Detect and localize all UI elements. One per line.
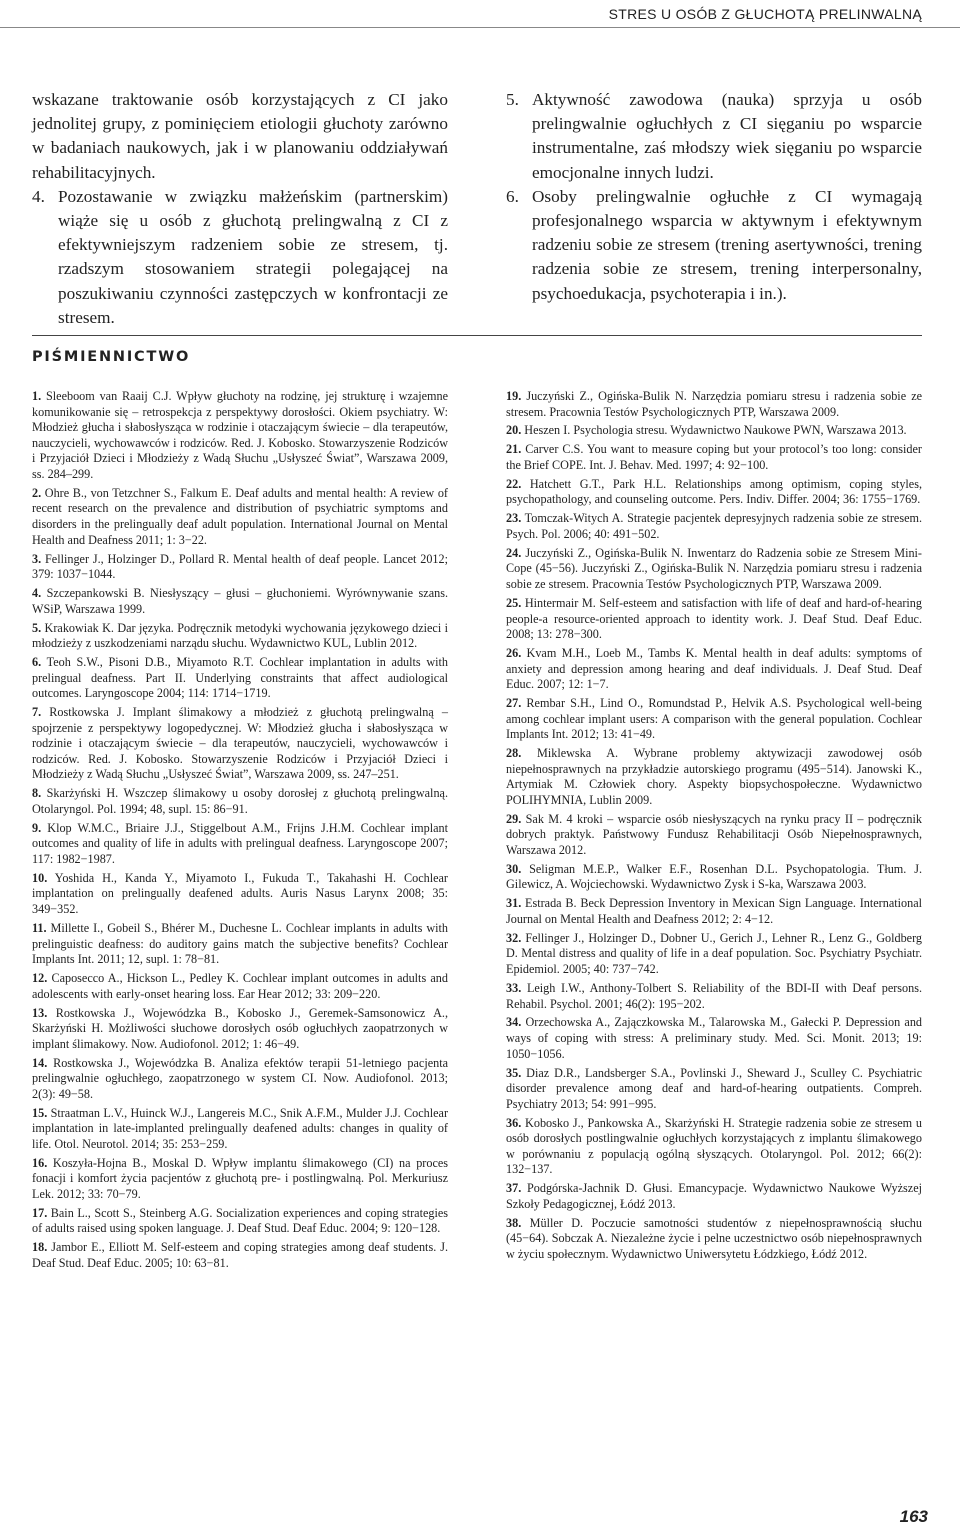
reference-item — [32, 871, 448, 918]
reference-item — [506, 896, 922, 927]
conclusion-text: Pozostawanie w związku małżeńskim (partnerskim) wiąże się u osób z głuchotą prelingwalną z CI z efektywniejszym radzeniem sobie ze stresem, tj. rzadszym stosowaniem strategii polegającej na poszukiwaniu czynności zastępczych w konfrontacji ze stresem. — [58, 186, 448, 327]
reference-number: 31. — [506, 896, 522, 911]
reference-number: 4. — [32, 586, 42, 601]
reference-item — [506, 1181, 922, 1212]
conclusion-number: 5. — [506, 90, 519, 109]
reference-text: Fellinger J., Holzinger D., Pollard R. Mental health of deaf people. Lancet 2012; 379: 1037−1044. — [32, 551, 449, 582]
reference-item — [32, 921, 448, 968]
reference-item — [506, 1216, 922, 1263]
reference-item — [32, 786, 448, 817]
reference-text: Podgórska-Jachnik D. Głusi. Emancypacje. Wydawnictwo Naukowe Wyższej Szkoły Pedagogicznej, Łódź 2013. — [506, 1181, 923, 1211]
reference-number: 23. — [506, 511, 522, 526]
reference-text: Fellinger J., Holzinger D., Dobner U., Gerich J., Lehner R., Lenz G., Goldberg D. Mental distress and quality of life in a deaf population. Soc. Psychiatry Psychiatr. Epidemiol. 2005; 40: 737−742. — [506, 930, 923, 977]
reference-item — [506, 646, 922, 693]
reference-item — [32, 1056, 448, 1103]
reference-item — [506, 596, 922, 643]
reference-text: Tomczak-Witych A. Strategie pacjentek depresyjnych radzenia sobie ze stresem. Psych. Pol. 2006; 40: 491−502. — [506, 511, 923, 541]
reference-number: 32. — [506, 930, 522, 945]
reference-item — [32, 1006, 448, 1053]
reference-number: 19. — [506, 389, 522, 403]
body-column-left — [32, 88, 448, 330]
reference-item — [506, 1066, 922, 1113]
reference-item — [32, 1206, 448, 1237]
reference-text: Ohre B., von Tetzchner S., Falkum E. Deaf adults and mental health: A review of recent research on the prevalence and distribution of psychiatric symptoms and disorders in the prelingually deaf adult population. International Journal on Mental Health and Deafness 2011; 1: 3−22. — [32, 485, 448, 547]
running-head-text: STRES U OSÓB Z GŁUCHOTĄ PRELINWALNĄ — [608, 6, 922, 22]
reference-number: 29. — [506, 811, 522, 826]
references-section — [32, 389, 922, 1275]
reference-item — [32, 552, 448, 583]
reference-number: 37. — [506, 1181, 522, 1196]
reference-number: 15. — [32, 1105, 48, 1120]
reference-item — [32, 821, 448, 868]
reference-item — [32, 389, 448, 483]
reference-number: 28. — [506, 746, 522, 761]
reference-number: 33. — [506, 980, 522, 995]
reference-item — [506, 981, 922, 1012]
reference-text: Krakowiak K. Dar języka. Podręcznik metodyki wychowania językowego dzieci i młodzieży z uszkodzeniami narządu słuchu. Wydawnictwo KUL, Lublin 2012. — [32, 620, 449, 651]
reference-text: Hatchett G.T., Park H.L. Relationships among optimism, coping styles, psychopathology, and counseling outcome. Pers. Indiv. Differ. 2004; 36: 1755−1769. — [506, 476, 922, 507]
reference-text: Yoshida H., Kanda Y., Miyamoto I., Fukuda T., Takahashi H. Cochlear implantation on prelingually deafened adults. Auris Nasus Larynx 2008; 35: 349−352. — [32, 870, 448, 917]
references-column-left — [32, 389, 448, 1275]
reference-item — [32, 486, 448, 548]
conclusion-number: 4. — [32, 186, 45, 206]
reference-text: Skarżyński H. Wszczep ślimakowy u osoby dorosłej z głuchotą prelingwalną. Otolaryngol. Pol. 1994; 48, supl. 15: 86−91. — [32, 786, 448, 816]
references-column-right — [506, 389, 922, 1275]
conclusion-item-5 — [506, 88, 922, 185]
reference-number: 13. — [32, 1005, 48, 1020]
reference-number: 14. — [32, 1055, 48, 1070]
reference-number: 8. — [32, 786, 42, 801]
reference-item — [506, 1015, 922, 1062]
reference-item — [506, 477, 922, 508]
reference-number: 27. — [506, 696, 522, 711]
reference-text: Leigh I.W., Anthony-Tolbert S. Reliability of the BDI-II with Deaf persons. Rehabil. Psychol. 2001; 46(2): 195−202. — [506, 980, 923, 1011]
reference-text: Kobosko J., Pankowska A., Skarżyński H. Strategie radzenia sobie ze stresem u osób dorosłych postlingwalnie ogłuchłych korzystających z implantu ślimakowego w porównaniu z populacją ogólną słyszących. Otolaryngol. Pol. 2012; 66(2): 132−137. — [506, 1115, 922, 1177]
reference-item — [32, 655, 448, 702]
reference-number: 1. — [32, 389, 42, 403]
reference-item — [506, 862, 922, 893]
reference-text: Szczepankowski B. Niesłyszący – głusi – głuchoniemi. Wyrównywanie szans. WSiP, Warszawa 1999. — [32, 586, 449, 616]
reference-text: Bain L., Scott S., Steinberg A.G. Socialization experiences and coping strategies of adults raised using spoken language. J. Deaf Stud. Deaf Educ. 2004; 9: 120−128. — [32, 1205, 448, 1236]
reference-text: Straatman L.V., Huinck W.J., Langereis M.C., Snik A.F.M., Mulder J.J. Cochlear implantation in late-implanted prelingually deafened adults: changes in quality of life. Otol. Neurotol. 2014; 35: 253−259. — [32, 1105, 448, 1151]
reference-number: 10. — [32, 870, 48, 885]
reference-number: 24. — [506, 545, 522, 560]
reference-number: 30. — [506, 861, 522, 876]
running-head-rule — [0, 27, 960, 28]
reference-text: Rostkowska J. Implant ślimakowy a młodzież z głuchotą prelingwalną – spojrzenie z perspektywy logopedycznej. W: Młodzież głucha i słabosłysząca w rodzinie i otaczającym świecie – dla terapeutów, nauczycieli, wychowawców i rodziców. Red. J. Kobosko. Stowarzyszenie Rodziców i Przyjaciół Dzieci i Młodzieży z Wadą Słuchu „Usłyszeć Świat”, Warszawa 2009, ss. 247–251. — [32, 705, 448, 782]
reference-text: Sleeboom van Raaij C.J. Wpływ głuchoty na rodzinę, jej strukturę i wzajemne komunikowanie się – retrospekcja z perspektywy dorosłości. Okiem psychiatry. W: Młodzież głucha i słabosłysząca w rodzinie i otaczającym świecie – dla terapeutów, nauczycieli, wychowawców i rodziców. Red. J. Kobosko. Stowarzyszenie Rodziców i Przyjaciół Dzieci i Młodzieży z Wadą Słuchu „Usłyszeć Świat”, Warszawa 2009, ss. 284–299. — [32, 389, 449, 481]
reference-text: Rembar S.H., Lind O., Romundstad P., Helvik A.S. Psychological well-being among cochlear implant users: A comparison with the general population. Cochlear Implants Int. 2012; 13: 41−49. — [506, 696, 923, 742]
reference-item — [32, 586, 448, 617]
reference-number: 36. — [506, 1115, 522, 1130]
conclusion-item-4 — [32, 185, 448, 330]
reference-number: 11. — [32, 920, 47, 935]
reference-item — [506, 812, 922, 859]
reference-number: 21. — [506, 442, 522, 457]
reference-number: 12. — [32, 971, 48, 986]
reference-text: Orzechowska A., Zajączkowska M., Talarowska M., Gałecki P. Depression and ways of coping with stress: A preliminary study. Med. Sci. Monit. 2013; 19: 1050−1056. — [506, 1015, 923, 1061]
section-divider — [32, 335, 922, 336]
reference-item — [506, 696, 922, 743]
reference-text: Juczyński Z., Ogińska-Bulik N. Inwentarz do Radzenia sobie ze Stresem Mini-Cope (45−56). Juczyński Z., Ogińska-Bulik N. Narzędzia pomiaru stresu i radzenia sobie ze stresem. Pracownia Testów Psychologicznych PTP, Warszawa 2009. — [506, 545, 922, 592]
page-number: 163 — [899, 1507, 928, 1526]
reference-text: Caposecco A., Hickson L., Pedley K. Cochlear implant outcomes in adults and adolescents with early-onset hearing loss. Ear Hear 2012; 33: 209−220. — [32, 971, 448, 1001]
reference-text: Millette I., Gobeil S., Bhérer M., Duchesne L. Cochlear implants in adults with prelinguistic deafness: do auditory gains match the subjective benefits? Cochlear Implants Int. 2011; 12, supl. 1: 78−81. — [32, 920, 448, 967]
reference-text: Hintermair M. Self-esteem and satisfaction with life of deaf and hard-of-hearing people-a resource-oriented approach to identity work. J. Deaf Stud. Deaf Educ. 2008; 13: 278−300. — [506, 595, 922, 642]
reference-item — [506, 1116, 922, 1178]
reference-text: Juczyński Z., Ogińska-Bulik N. Narzędzia pomiaru stresu i radzenia sobie ze stresem. Pracownia Testów Psychologicznych PTP, Warszawa 2009. — [506, 389, 923, 419]
reference-item — [506, 746, 922, 808]
reference-item — [32, 705, 448, 783]
conclusion-item-6 — [506, 185, 922, 306]
reference-item — [506, 442, 922, 473]
conclusions-body — [32, 88, 922, 330]
reference-number: 25. — [506, 595, 522, 610]
reference-number: 26. — [506, 645, 522, 660]
reference-number: 35. — [506, 1065, 522, 1080]
reference-text: Sak M. 4 kroki – wsparcie osób niesłyszących na rynku pracy II – podręcznik dobrych praktyk. Państwowy Fundusz Rehabilitacji Osób Niepełnosprawnych, Warszawa 2012. — [506, 811, 923, 857]
reference-number: 6. — [32, 654, 42, 669]
reference-item — [506, 931, 922, 978]
reference-number: 2. — [32, 485, 42, 500]
reference-item — [32, 1106, 448, 1153]
reference-text: Kvam M.H., Loeb M., Tambs K. Mental health in deaf adults: symptoms of anxiety and depression among hearing and deaf individuals. J. Deaf Stud. Deaf Educ. 2007; 12: 1−7. — [506, 645, 923, 692]
reference-item — [506, 511, 922, 542]
reference-number: 20. — [506, 423, 522, 438]
reference-item — [32, 621, 448, 652]
reference-text: Teoh S.W., Pisoni D.B., Miyamoto R.T. Cochlear implantation in adults with prelingual deafness. Part II. Underlying constraints that affect audiological outcomes. Laryngoscope 2004; 114: 1714−1719. — [32, 654, 449, 701]
body-column-right — [506, 88, 922, 330]
reference-number: 9. — [32, 820, 42, 835]
reference-number: 34. — [506, 1015, 522, 1030]
conclusion-number: 6. — [506, 186, 519, 206]
reference-item — [506, 389, 922, 420]
reference-text: Diaz D.R., Landsberger S.A., Povlinski J., Sheward J., Sculley C. Psychiatric disorder prevalence among deaf and hard-of-hearing outpatients. Compreh. Psychiatry 2013; 54: 991−995. — [506, 1065, 923, 1111]
reference-text: Müller D. Poczucie samotności studentów z niepełnosprawnością słuchu (45−64). Sobczak A. Niezależne życie i pelne uczestnictwo osób niepełnosprawnych w życiu społecznym. Wydawnictwo Uniwersytetu Łódzkiego, Łódź 2012. — [506, 1215, 922, 1261]
reference-number: 18. — [32, 1240, 48, 1255]
reference-text: Heszen I. Psychologia stresu. Wydawnictwo Naukowe PWN, Warszawa 2013. — [524, 423, 907, 438]
reference-item — [506, 546, 922, 593]
reference-text: Klop W.M.C., Briaire J.J., Stiggelbout A.M., Frijns J.H.M. Cochlear implant outcomes and quality of life in adults with prelingual deafness. Laryngoscope 2007; 117: 1982−1987. — [32, 820, 449, 866]
reference-text: Estrada B. Beck Depression Inventory in Mexican Sign Language. International Journal on Mental Health and Deafness 2012; 2: 4−12. — [506, 896, 922, 926]
conclusion-text: Osoby prelingwalnie ogłuchłe z CI wymagają profesjonalnego wsparcia w aktywnym i efektywnym radzeniu sobie ze stresem (trening asertywności, trening radzenia sobie ze stresem, trening interpersonalny, psychoedukacja, psychoterapia i in.). — [532, 186, 922, 303]
reference-item — [32, 1240, 448, 1271]
reference-number: 7. — [32, 705, 42, 720]
references-heading: PIŚMIENNICTWO — [32, 349, 191, 365]
reference-text: Jambor E., Elliott M. Self-esteem and coping strategies among deaf students. J. Deaf Stud. Deaf Educ. 2005; 10: 63−81. — [32, 1240, 449, 1270]
running-head — [0, 0, 960, 28]
conclusion-continuation: wskazane traktowanie osób korzystających z CI jako jednolitej grupy, z pominięciem etiologii głuchoty zarówno w badaniach naukowych, jak i w planowaniu oddziaływań rehabilitacyjnych. — [32, 90, 448, 182]
conclusion-text: Aktywność zawodowa (nauka) sprzyja u osób prelingwalnie ogłuchłych z CI sięganiu po wsparcie instrumentalne, zaś młodszy wiek sięganiu po wsparcie emocjonalne innych ludzi. — [532, 90, 922, 182]
reference-item — [32, 1156, 448, 1203]
reference-text: Seligman M.E.P., Walker E.F., Rosenhan D.L. Psychopatologia. Tłum. J. Gilewicz, A. Wojciechowski. Wydawnictwo Zysk i S-ka, Warszawa 2003. — [506, 861, 922, 892]
reference-text: Carver C.S. You want to measure coping but your protocol’s too long: consider the Brief COPE. Int. J. Behav. Med. 1997; 4: 92−100. — [506, 442, 922, 472]
reference-number: 5. — [32, 620, 42, 635]
reference-number: 3. — [32, 551, 42, 566]
reference-number: 38. — [506, 1215, 522, 1230]
reference-number: 22. — [506, 476, 522, 491]
reference-text: Rostkowska J., Wojewódzka B. Analiza efektów terapii 51-letniego pacjenta prelingwalnie ogłuchłego, zaopatrzonego w system CI. Now. Audiofonol. 2013; 2(3): 49−58. — [32, 1055, 449, 1101]
reference-item — [506, 423, 922, 439]
reference-text: Rostkowska J., Wojewódzka B., Kobosko J., Geremek-Samsonowicz A., Skarżyński H. Możliwości słuchowe dorosłych osób ogłuchłych zaopatrzonych w implant ślimakowy. Now. Audiofonol. 2012; 1: 46−49. — [32, 1005, 449, 1051]
reference-number: 16. — [32, 1155, 48, 1170]
reference-text: Miklewska A. Wybrane problemy aktywizacji zawodowej osób niepełnosprawnych na przykładzie autorskiego programu (495−514). Janowski K., Artymiak M. Człowiek chory. Aspekty biopsychospołeczne. Wydawnictwo POLIHYMNIA, Lublin 2009. — [506, 746, 922, 807]
reference-number: 17. — [32, 1205, 48, 1220]
reference-text: Koszyła-Hojna B., Moskal D. Wpływ implantu ślimakowego (CI) na proces fonacji i komfort życia pacjentów z głuchotą pre- i postlingwalną. Pol. Merkuriusz Lek. 2012; 33: 70−79. — [32, 1155, 449, 1201]
reference-item — [32, 971, 448, 1002]
